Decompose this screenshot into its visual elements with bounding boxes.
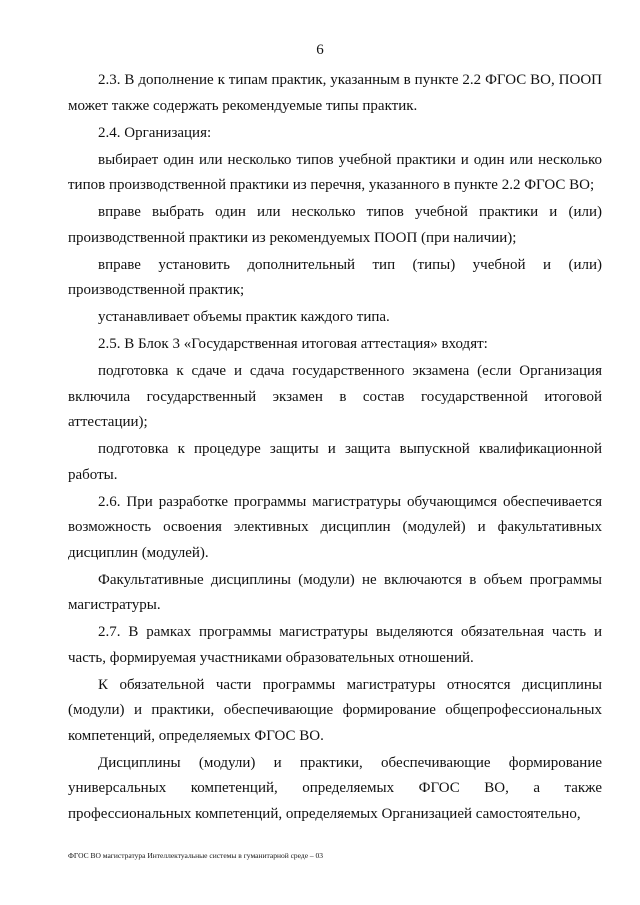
paragraph-list-item: выбирает один или несколько типов учебной практики и один или несколько типов производственной практики из перечня, указанного в пункте 2.2 ФГОС ВО; xyxy=(68,151,602,193)
paragraph-2-3: 2.3. В дополнение к типам практик, указанным в пункте 2.2 ФГОС ВО, ПООП может также содержать рекомендуемые типы практик. xyxy=(68,72,602,114)
paragraph-list-item: вправе выбрать один или несколько типов учебной практики и (или) производственной практики из рекомендуемых ПООП (при наличии); xyxy=(68,204,602,246)
footer-text: ФГОС ВО магистратура Интеллектуальные системы в гуманитарной среде – 03 xyxy=(68,851,324,860)
paragraph-2-4: 2.4. Организация: xyxy=(98,124,212,141)
paragraph-2-6: 2.6. При разработке программы магистратуры обучающимся обеспечивается возможность освоения элективных дисциплин (модулей) и факультативных дисциплин (модулей). xyxy=(68,493,602,561)
paragraph-list-item: подготовка к процедуре защиты и защита выпускной квалификационной работы. xyxy=(68,441,602,483)
page-number: 6 xyxy=(316,42,324,58)
paragraph-optional-disciplines: Факультативные дисциплины (модули) не включаются в объем программы магистратуры. xyxy=(68,571,602,613)
paragraph-mandatory-part: К обязательной части программы магистратуры относятся дисциплины (модули) и практики, обеспечивающие формирование общепрофессиональных компетенций, определяемых ФГОС ВО. xyxy=(68,676,602,744)
paragraph-2-5: 2.5. В Блок 3 «Государственная итоговая аттестация» входят: xyxy=(98,336,488,352)
paragraph-list-item: устанавливает объемы практик каждого типа. xyxy=(98,309,390,325)
paragraph-list-item: подготовка к сдаче и сдача государственного экзамена (если Организация включила государственный экзамен в состав государственной итоговой аттестации); xyxy=(68,363,602,430)
paragraph-list-item: вправе установить дополнительный тип (типы) учебной и (или) производственной практик; xyxy=(68,256,602,298)
body-text xyxy=(68,68,602,827)
paragraph-2-7: 2.7. В рамках программы магистратуры выделяются обязательная часть и часть, формируемая участниками образовательных отношений. xyxy=(68,624,602,666)
paragraph-disciplines-competencies: Дисциплины (модули) и практики, обеспечивающие формирование универсальных компетенций, определяемых ФГОС ВО, а также профессиональных компетенций, определяемых Организацией самостоятельно, xyxy=(68,754,602,822)
